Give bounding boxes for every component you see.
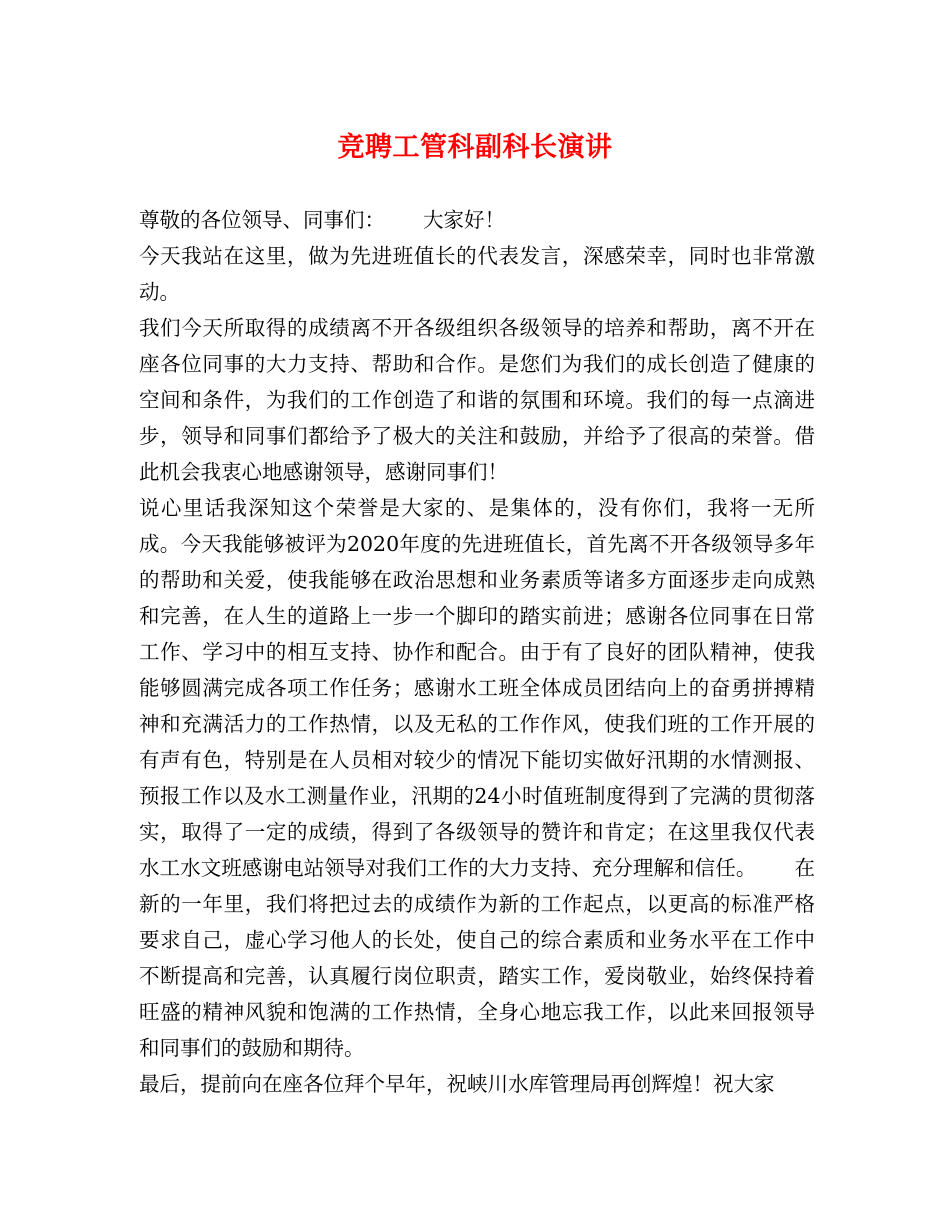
greeting-hello: 大家好！ <box>423 208 505 232</box>
paragraph-thanks: 我们今天所取得的成绩离不开各级组织各级领导的培养和帮助，离不开在座各位同事的大力支持、帮助和合作。是您们为我们的成长创造了健康的空间和条件，为我们的工作创造了和谐的氛围和环境。我们的每一点滴进步，领导和同事们都给予了极大的关注和鼓励，并给予了很高的荣誉。借此机会我衷心地感谢领导，感谢同事们！ <box>139 316 815 484</box>
paragraph-intro: 今天我站在这里，做为先进班值长的代表发言，深感荣幸，同时也非常激动。 <box>139 244 815 304</box>
greeting-salutation: 尊敬的各位领导、同事们： <box>139 208 385 232</box>
paragraph-closing: 最后，提前向在座各位拜个早年，祝峡川水库管理局再创辉煌！祝大家 <box>139 1072 775 1096</box>
document-title: 竞聘工管科副科长演讲 <box>337 132 613 163</box>
paragraph-main <box>139 490 815 1066</box>
paragraph-main-part1: 说心里话我深知这个荣誉是大家的、是集体的，没有你们，我将一无所成。今天我能够被评为2020年度的先进班值长，首先离不开各级领导多年的帮助和关爱，使我能够在政治思想和业务素质等诸多方面逐步走向成熟和完善，在人生的道路上一步一个脚印的踏实前进；感谢各位同事在日常工作、学习中的相互支持、协作和配合。由于有了良好的团队精神，使我能够圆满完成各项工作任务；感谢水工班全体成员团结向上的奋勇拼搏精神和充满活力的工作热情，以及无私的工作作风，使我们班的工作开展的有声有色，特别是在人员相对较少的情况下能切实做好汛期的水情测报、预报工作以及水工测量作业，汛期的24小时值班制度得到了完满的贯彻落实，取得了一定的成绩，得到了各级领导的赞许和肯定；在这里我仅代表水工水文班感谢电站领导对我们工作的大力支持、充分理解和信任。 <box>139 496 815 880</box>
document-body <box>139 202 815 1102</box>
paragraph-main-part2: 在新的一年里，我们将把过去的成绩作为新的工作起点，以更高的标准严格要求自己，虚心学习他人的长处，使自己的综合素质和业务水平在工作中不断提高和完善，认真履行岗位职责，踏实工作，爱岗敬业，始终保持着旺盛的精神风貌和饱满的工作热情，全身心地忘我工作，以此来回报领导和同事们的鼓励和期待。 <box>139 856 816 1060</box>
greeting-paragraph <box>139 202 815 238</box>
